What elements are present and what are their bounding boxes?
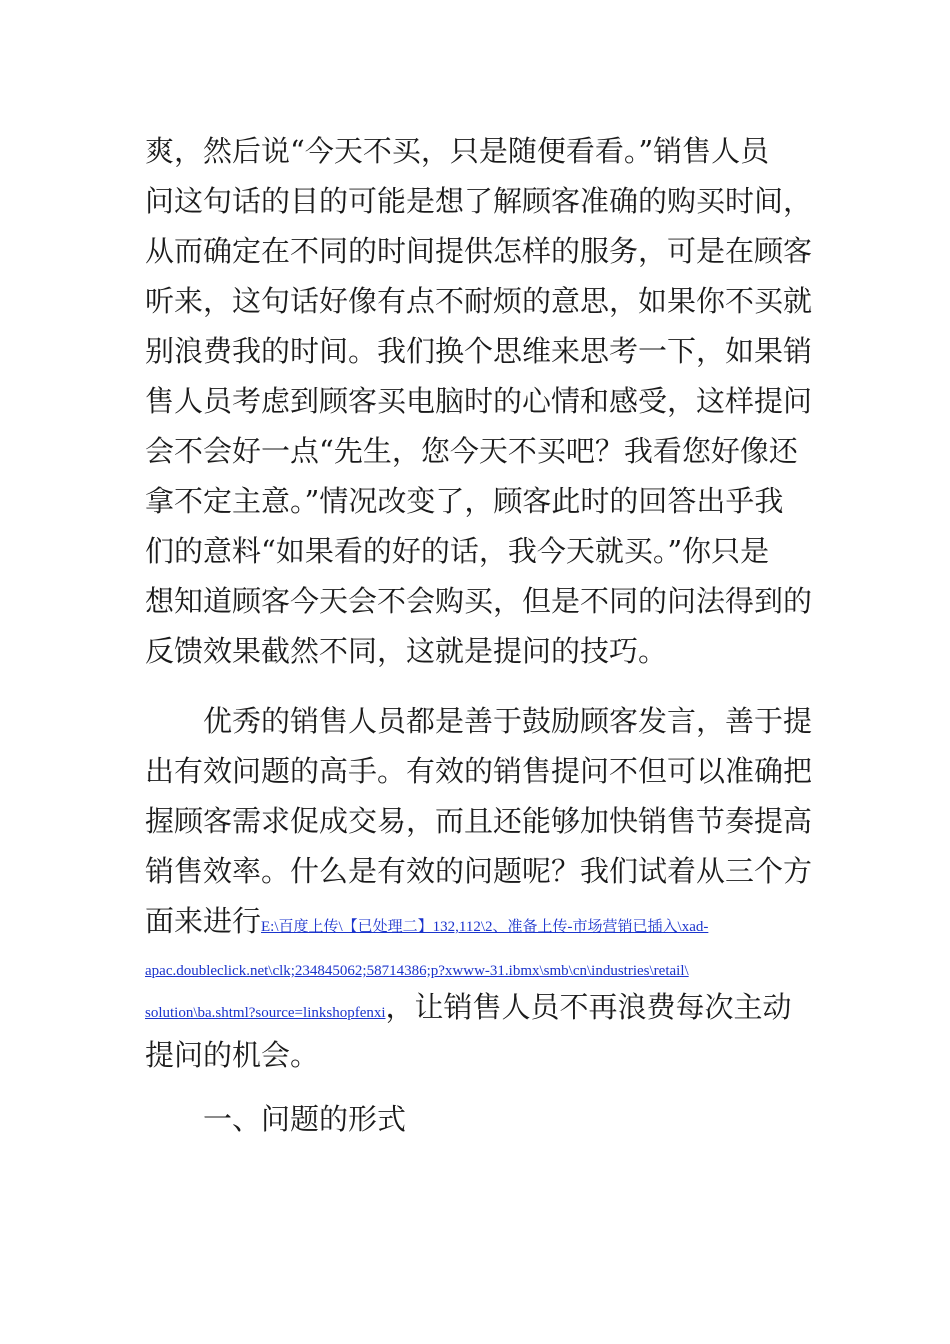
paragraph-2-lead-text: 面来进行 <box>145 904 262 938</box>
paragraph-1-line: 拿不定主意。”情况改变了，顾客此时的回答出乎我 <box>145 484 784 518</box>
paragraph-2-line: 出有效问题的高手。有效的销售提问不但可以准确把 <box>145 754 813 788</box>
paragraph-2-line: 提问的机会。 <box>145 1038 320 1072</box>
paragraph-1-line: 爽，然后说“今天不买，只是随便看看。”销售人员 <box>145 134 770 168</box>
paragraph-2-link-line <box>145 946 805 984</box>
paragraph-1-line: 别浪费我的时间。我们换个思维来思考一下，如果销 <box>145 334 813 368</box>
paragraph-1-line: 反馈效果截然不同，这就是提问的技巧。 <box>145 634 668 668</box>
hyperlink-part-1[interactable]: E:\百度上传\【已处理二】132,112\2、准备上传-市场营销已插入\xad- <box>261 919 709 935</box>
paragraph-1-line: 们的意料“如果看的好的话，我今天就买。”你只是 <box>145 534 770 568</box>
paragraph-1-line: 问这句话的目的可能是想了解顾客准确的购买时间， <box>145 184 813 218</box>
paragraph-1-line: 会不会好一点“先生，您今天不买吧？我看您好像还 <box>145 434 798 468</box>
paragraph-1-line: 售人员考虑到顾客买电脑时的心情和感受，这样提问 <box>145 384 813 418</box>
section-heading: 一、问题的形式 <box>203 1102 407 1136</box>
paragraph-2-link-line <box>145 984 805 1030</box>
paragraph-1 <box>145 126 813 676</box>
paragraph-2-line: 握顾客需求促成交易，而且还能够加快销售节奏提高 <box>145 804 813 838</box>
paragraph-2-line: 销售效率。什么是有效的问题呢？我们试着从三个方 <box>145 854 813 888</box>
paragraph-2-line: 优秀的销售人员都是善于鼓励顾客发言，善于提 <box>203 704 813 738</box>
paragraph-2-trail-text: ，让销售人员不再浪费每次主动 <box>385 990 792 1024</box>
paragraph-1-line: 听来，这句话好像有点不耐烦的意思，如果你不买就 <box>145 284 813 318</box>
paragraph-1-line: 想知道顾客今天会不会购买，但是不同的问法得到的 <box>145 584 813 618</box>
hyperlink-part-2[interactable]: apac.doubleclick.net\clk;234845062;58714386;p?xwww-31.ibmx\smb\cn\industries\retail\ <box>145 963 689 979</box>
paragraph-2-link-line <box>145 896 805 946</box>
paragraph-1-line: 从而确定在不同的时间提供怎样的服务，可是在顾客 <box>145 234 813 268</box>
hyperlink-part-3[interactable]: solution\ba.shtml?source=linkshopfenxi <box>145 1005 386 1021</box>
paragraph-2 <box>145 696 813 1080</box>
